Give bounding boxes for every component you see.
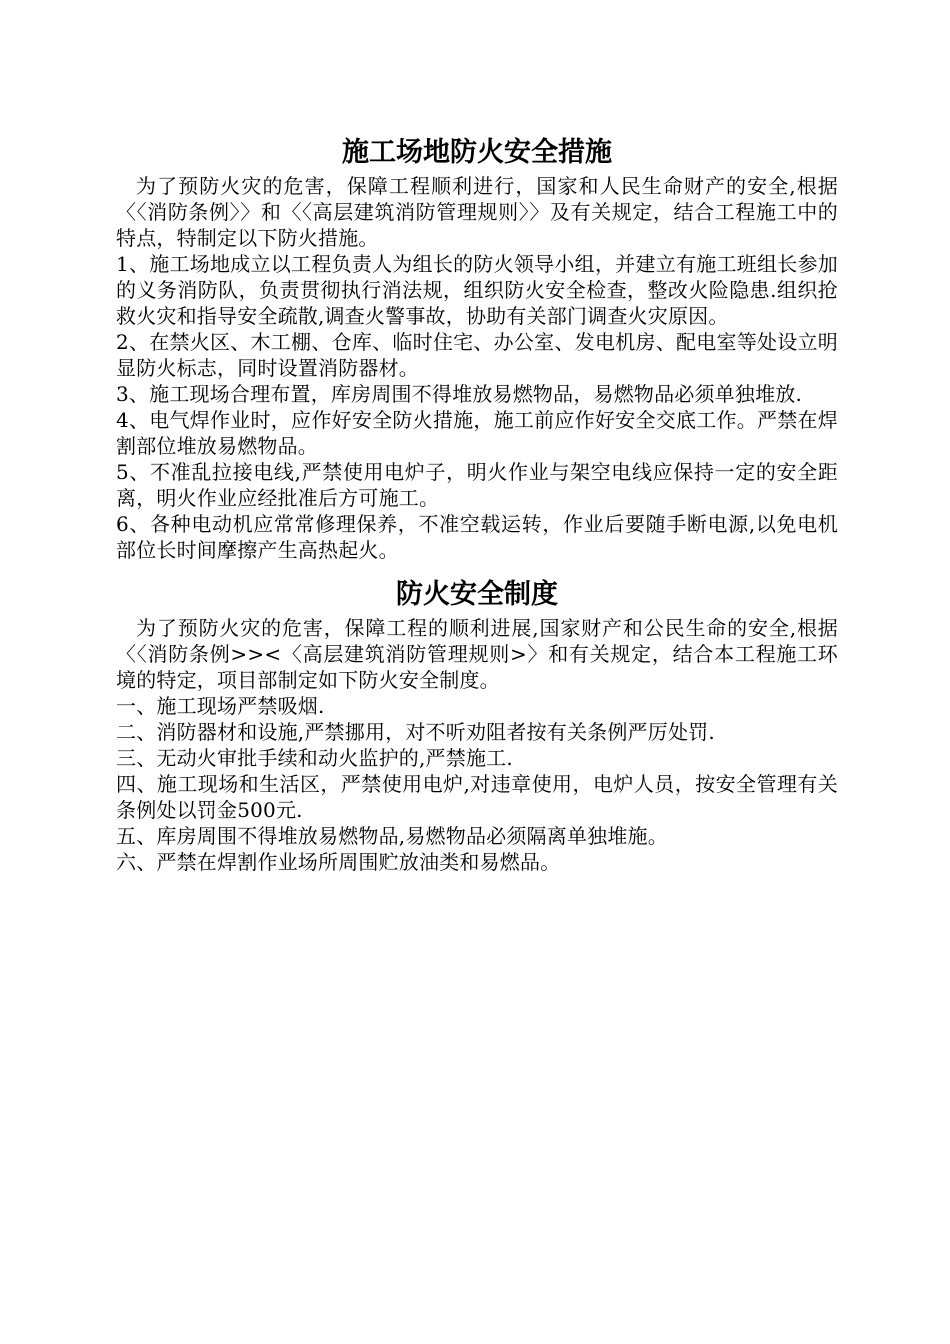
section2-title: 防火安全制度 bbox=[396, 579, 558, 610]
section2-item-1: 一、施工现场严禁吸烟. bbox=[116, 694, 325, 718]
section1-item-5: 5、不准乱拉接电线,严禁使用电炉子，明火作业与架空电线应保持一定的安全距离，明火作业应经批准后方可施工。 bbox=[116, 460, 838, 510]
section1-title: 施工场地防火安全措施 bbox=[342, 137, 612, 168]
section1-item-3: 3、施工现场合理布置，库房周围不得堆放易燃物品，易燃物品必须单独堆放. bbox=[116, 382, 803, 406]
section1-item-1: 1、施工场地成立以工程负责人为组长的防火领导小组，并建立有施工班组长参加的义务消防队，负责贯彻执行消法规，组织防火安全检查，整改火险隐患.组织抢救火灾和指导安全疏散,调查火警事故，协助有关部门调查火灾原因。 bbox=[116, 252, 838, 328]
section1-item-4: 4、电气焊作业时，应作好安全防火措施，施工前应作好安全交底工作。严禁在焊割部位堆放易燃物品。 bbox=[116, 408, 838, 458]
section1-intro: 为了预防火灾的危害，保障工程顺利进行，国家和人民生命财产的安全,根据〈〈消防条例〉〉和〈〈高层建筑消防管理规则〉〉及有关规定，结合工程施工中的特点，特制定以下防火措施。 bbox=[116, 174, 838, 250]
document-page bbox=[116, 133, 838, 875]
section1-item-2: 2、在禁火区、木工棚、仓库、临时住宅、办公室、发电机房、配电室等处设立明显防火标志，同时设置消防器材。 bbox=[116, 330, 838, 380]
section2-item-3: 三、无动火审批手续和动火监护的,严禁施工. bbox=[116, 746, 513, 770]
section2-item-6: 六、严禁在焊割作业场所周围贮放油类和易燃品。 bbox=[116, 850, 561, 874]
section2-intro: 为了预防火灾的危害，保障工程的顺利进展,国家财产和公民生命的安全,根据〈〈消防条例>><〈高层建筑消防管理规则>〉和有关规定，结合本工程施工环境的特定，项目部制定如下防火安全制度。 bbox=[116, 616, 838, 692]
section1-item-6: 6、各种电动机应常常修理保养，不准空载运转，作业后要随手断电源,以免电机部位长时间摩擦产生高热起火。 bbox=[116, 512, 838, 562]
section2-item-4: 四、施工现场和生活区，严禁使用电炉,对违章使用，电炉人员，按安全管理有关条例处以罚金500元. bbox=[116, 772, 838, 822]
section2-item-2: 二、消防器材和设施,严禁挪用，对不听劝阻者按有关条例严厉处罚. bbox=[116, 720, 715, 744]
section2-item-5: 五、库房周围不得堆放易燃物品,易燃物品必须隔离单独堆施。 bbox=[116, 824, 668, 848]
